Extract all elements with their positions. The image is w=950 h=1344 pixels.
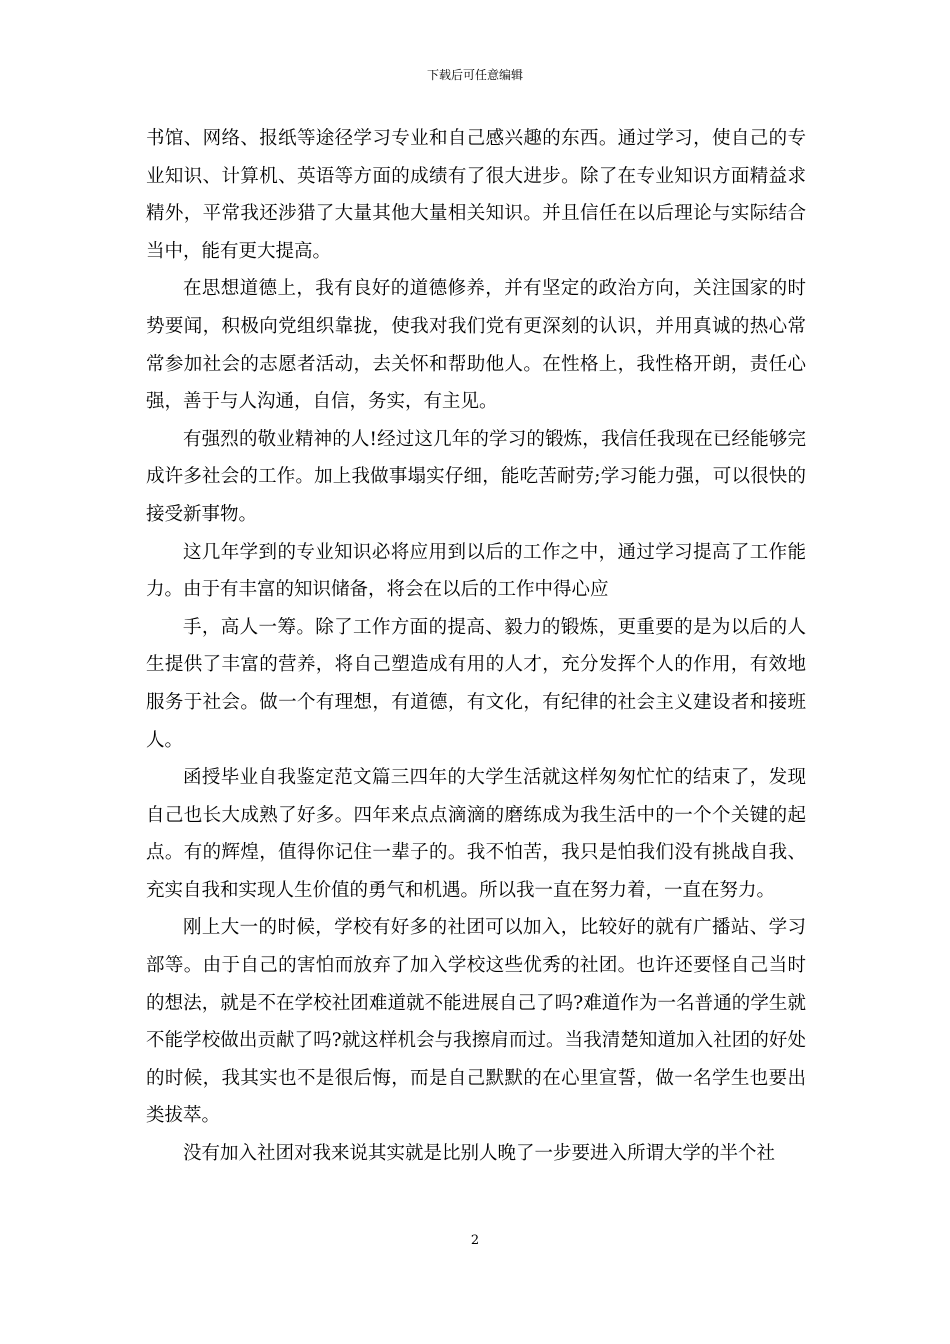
page-number: 2 — [470, 1233, 480, 1248]
paragraph-7: 刚上大一的时候，学校有好多的社团可以加入，比较好的就有广播站、学习部等。由于自己的害怕而放弃了加入学校这些优秀的社团。也许还要怪自己当时的想法，就是不在学校社团难道就不能进展自己了吗?难道作为一名普通的学生就不能学校做出贡献了吗?就这样机会与我擦肩而过。当我清楚知道加入社团的好处的时候，我其实也不是很后悔，而是自己默默的在心里宣誓，做一名学生也要出类拔萃。 — [146, 917, 806, 1127]
paragraph-1: 书馆、网络、报纸等途径学习专业和自己感兴趣的东西。通过学习，使自己的专业知识、计算机、英语等方面的成绩有了很大进步。除了在专业知识方面精益求精外，平常我还涉猎了大量其他大量相关知识。并且信任在以后理论与实际结合当中，能有更大提高。 — [146, 128, 806, 262]
document-body — [146, 120, 806, 1173]
paragraph-2: 在思想道德上，我有良好的道德修养，并有坚定的政治方向，关注国家的时势要闻，积极向党组织靠拢，使我对我们党有更深刻的认识，并用真诚的热心常常参加社会的志愿者活动，去关怀和帮助他人。在性格上，我性格开朗，责任心强，善于与人沟通，自信，务实，有主见。 — [146, 278, 806, 413]
paragraph-4: 这几年学到的专业知识必将应用到以后的工作之中，通过学习提高了工作能力。由于有丰富的知识储备，将会在以后的工作中得心应 — [146, 541, 806, 601]
paragraph-3: 有强烈的敬业精神的人!经过这几年的学习的锻炼，我信任我现在已经能够完成许多社会的工作。加上我做事塌实仔细，能吃苦耐劳;学习能力强，可以很快的接受新事物。 — [146, 428, 806, 525]
paragraph-8: 没有加入社团对我来说其实就是比别人晚了一步要进入所谓大学的半个社 — [183, 1143, 776, 1165]
page-header: 下载后可任意编辑 — [426, 68, 523, 82]
paragraph-6: 函授毕业自我鉴定范文篇三四年的大学生活就这样匆匆忙忙的结束了，发现自己也长大成熟了好多。四年来点点滴滴的磨练成为我生活中的一个个关键的起点。有的辉煌，值得你记住一辈子的。我不怕苦，我只是怕我们没有挑战自我、充实自我和实现人生价值的勇气和机遇。所以我一直在努力着，一直在努力。 — [146, 767, 806, 901]
paragraph-5: 手，高人一筹。除了工作方面的提高、毅力的锻炼，更重要的是为以后的人生提供了丰富的营养，将自己塑造成有用的人才，充分发挥个人的作用，有效地服务于社会。做一个有理想，有道德，有文化，有纪律的社会主义建设者和接班人。 — [146, 616, 806, 751]
